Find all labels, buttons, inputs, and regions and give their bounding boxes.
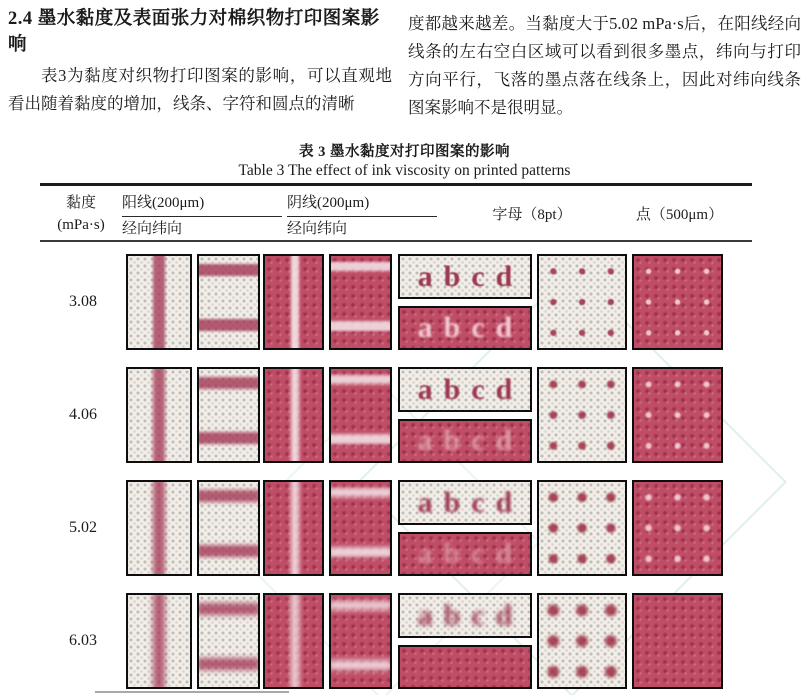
- section-heading: 2.4 墨水黏度及表面张力对棉织物打印图案影响: [8, 9, 380, 55]
- yin-weft-swatch: [329, 480, 392, 576]
- letters-sample: abcd: [417, 311, 524, 344]
- printed-line: [153, 480, 165, 576]
- dots-on-red-swatch: [632, 480, 723, 576]
- header-yin-label: 阴线(200μm): [287, 191, 437, 217]
- dots-on-white-swatch: [537, 367, 627, 463]
- yin-warp-swatch: [263, 593, 324, 689]
- dots-on-red-swatch: [632, 254, 723, 350]
- header-viscosity-label: 黏度: [65, 195, 96, 211]
- intro-text-columns: [8, 4, 801, 122]
- yin-warp-swatch: [263, 367, 324, 463]
- yang-weft-swatch: [197, 367, 260, 463]
- reserve-line: [329, 488, 392, 497]
- letters-on-red-swatch: [398, 306, 532, 350]
- printed-line: [153, 593, 165, 689]
- yin-weft-swatch: [329, 593, 392, 689]
- right-paragraph: 度都越来越差。当黏度大于5.02 mPa·s后，在阳线经向线条的左右空白区域可以看到很多墨点，纬向与打印方向平行，飞落的墨点落在线条上，因此对纬向线条图案影响不是很明显。: [408, 14, 801, 117]
- dots-on-white-swatch: [537, 480, 627, 576]
- header-yang-label: 阳线(200μm): [122, 191, 282, 217]
- reserve-line: [291, 480, 298, 576]
- table-row: [40, 367, 752, 463]
- reserve-line: [329, 262, 392, 271]
- reserve-line: [329, 660, 392, 670]
- yin-warp-swatch: [263, 254, 324, 350]
- letters-swatch-stack: [398, 367, 532, 463]
- printed-line: [153, 254, 165, 350]
- letters-on-white-swatch: [398, 593, 532, 638]
- yang-warp-swatch: [126, 254, 192, 350]
- letters-swatch-stack: [398, 593, 532, 689]
- yang-warp-swatch: [126, 480, 192, 576]
- letters-on-white-swatch: [398, 254, 532, 299]
- letters-sample: abcd: [417, 372, 524, 406]
- header-viscosity-unit: (mPa·s): [57, 217, 105, 233]
- viscosity-value: 4.06: [69, 406, 97, 423]
- reserve-line: [329, 321, 392, 331]
- yin-weft-swatch: [329, 254, 392, 350]
- printed-line: [197, 658, 260, 670]
- letters-on-white-swatch: [398, 367, 532, 412]
- table-bottom-rule: [95, 691, 289, 693]
- letters-sample: abcd: [417, 259, 524, 293]
- letters-sample: abcd: [417, 424, 524, 457]
- dots-on-white-swatch: [537, 593, 627, 689]
- printed-line: [197, 545, 260, 557]
- letters-sample: [400, 647, 530, 687]
- letters-sample: abcd: [417, 537, 524, 570]
- dots-on-white-swatch: [537, 254, 627, 350]
- viscosity-value: 3.08: [69, 293, 97, 310]
- reserve-line: [329, 547, 392, 557]
- table-header: [40, 183, 752, 242]
- printed-line: [197, 603, 260, 615]
- yang-warp-swatch: [126, 593, 192, 689]
- table-row: [40, 480, 752, 576]
- printed-line: [197, 264, 260, 276]
- table-caption-zh: 表 3 墨水黏度对打印图案的影响: [299, 144, 510, 160]
- reserve-line: [291, 593, 298, 689]
- letters-on-white-swatch: [398, 480, 532, 525]
- letters-on-red-swatch: [398, 645, 532, 689]
- letters-sample: abcd: [417, 485, 524, 519]
- reserve-line: [291, 367, 298, 463]
- yin-warp-swatch: [263, 480, 324, 576]
- header-yang-group: [122, 186, 282, 240]
- reserve-line: [329, 434, 392, 444]
- yang-weft-swatch: [197, 254, 260, 350]
- dots-on-red-swatch: [632, 367, 723, 463]
- reserve-line: [291, 254, 298, 350]
- table-row: [40, 254, 752, 350]
- header-dots-label: 点（500μm）: [635, 206, 724, 223]
- reserve-line: [329, 601, 392, 610]
- header-viscosity-column: [40, 186, 122, 240]
- left-paragraph: 表3为黏度对织物打印图案的影响，可以直观地看出随着黏度的增加，线条、字符和圆点的清晰: [8, 66, 393, 113]
- dots-on-red-swatch: [632, 593, 723, 689]
- viscosity-value: 5.02: [69, 519, 97, 536]
- letters-on-red-swatch: [398, 532, 532, 576]
- letters-sample: abcd: [417, 598, 524, 632]
- printed-line: [197, 319, 260, 331]
- letters-on-red-swatch: [398, 419, 532, 463]
- reserve-line: [329, 375, 392, 384]
- header-yin-directions: 经向纬向: [287, 221, 348, 237]
- table-body: [40, 242, 752, 689]
- printed-line: [153, 367, 165, 463]
- letters-swatch-stack: [398, 254, 532, 350]
- viscosity-value: 6.03: [69, 632, 97, 649]
- table-row: [40, 593, 752, 689]
- yang-warp-swatch: [126, 367, 192, 463]
- viscosity-table: [40, 183, 752, 689]
- letters-swatch-stack: [398, 480, 532, 576]
- table-caption-en: Table 3 The effect of ink viscosity on printed patterns: [238, 162, 571, 179]
- left-text-column: [8, 4, 392, 122]
- right-text-column: [408, 4, 801, 122]
- yang-weft-swatch: [197, 480, 260, 576]
- header-letters-label: 字母（8pt）: [492, 206, 572, 223]
- printed-line: [197, 490, 260, 502]
- printed-line: [197, 432, 260, 444]
- printed-line: [197, 377, 260, 389]
- header-yin-group: [287, 186, 437, 240]
- yin-weft-swatch: [329, 367, 392, 463]
- header-yang-directions: 经向纬向: [122, 221, 183, 237]
- yang-weft-swatch: [197, 593, 260, 689]
